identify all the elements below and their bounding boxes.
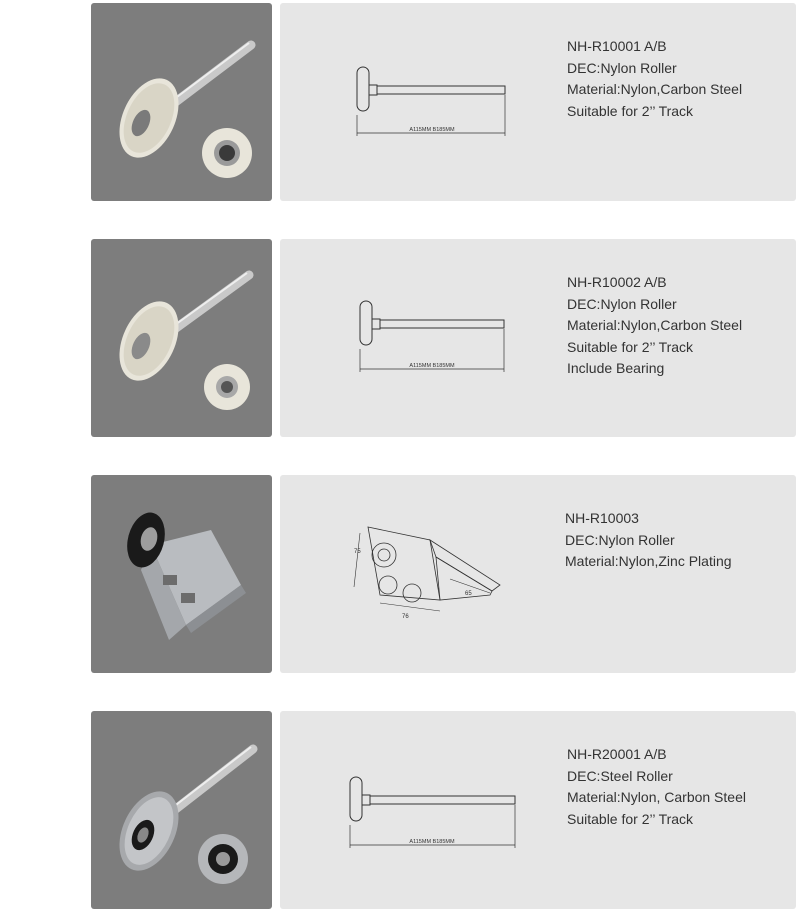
nylon-roller-photo-icon xyxy=(91,3,272,201)
spec-text xyxy=(565,508,732,573)
dimension-label: A115MM B185MM xyxy=(409,839,455,845)
dimension-label: 65 xyxy=(465,591,472,597)
spec-text xyxy=(567,744,746,830)
spec-line: Material:Nylon,Carbon Steel xyxy=(567,317,743,333)
product-row xyxy=(0,711,800,909)
product-row xyxy=(0,3,800,201)
spec-panel xyxy=(280,475,796,673)
product-code: NH-R10001 A/B xyxy=(567,38,667,54)
product-row xyxy=(0,475,800,673)
product-code: NH-R10003 xyxy=(565,510,639,526)
spec-line: Suitable for 2’’ Track xyxy=(567,102,694,119)
spec-text xyxy=(567,36,742,122)
bracket-roller-drawing-icon xyxy=(340,515,520,625)
spec-panel xyxy=(280,239,796,437)
product-code: NH-R20001 A/B xyxy=(567,746,667,762)
bracket-roller-photo-icon xyxy=(91,475,272,673)
spec-line: Suitable for 2’’ Track xyxy=(567,810,694,827)
roller-stem-drawing-icon xyxy=(340,43,520,153)
steel-roller-photo-icon xyxy=(91,711,272,909)
spec-line: DEC:Nylon Roller xyxy=(567,59,677,76)
dimension-label: A115MM B185MM xyxy=(409,127,455,133)
spec-text xyxy=(567,272,742,380)
spec-line: Suitable for 2’’ Track xyxy=(567,338,694,355)
spec-line: DEC:Nylon Roller xyxy=(567,295,677,312)
spec-line: DEC:Steel Roller xyxy=(567,767,673,784)
spec-line: Material:Nylon, Carbon Steel xyxy=(567,789,746,805)
spec-panel xyxy=(280,3,796,201)
spec-line: DEC:Nylon Roller xyxy=(565,531,675,548)
dimension-label: A115MM B185MM xyxy=(409,363,455,369)
spec-line: Material:Nylon,Zinc Plating xyxy=(565,553,732,569)
dimension-label: 75 xyxy=(354,549,361,555)
spec-line: Material:Nylon,Carbon Steel xyxy=(567,81,743,97)
spec-panel xyxy=(280,711,796,909)
product-row xyxy=(0,239,800,437)
roller-stem-drawing-icon xyxy=(340,751,520,861)
spec-line: Include Bearing xyxy=(567,360,665,376)
product-code: NH-R10002 A/B xyxy=(567,274,667,290)
nylon-roller-bearing-photo-icon xyxy=(91,239,272,437)
roller-stem-drawing-icon xyxy=(340,279,520,389)
dimension-label: 76 xyxy=(402,614,409,620)
